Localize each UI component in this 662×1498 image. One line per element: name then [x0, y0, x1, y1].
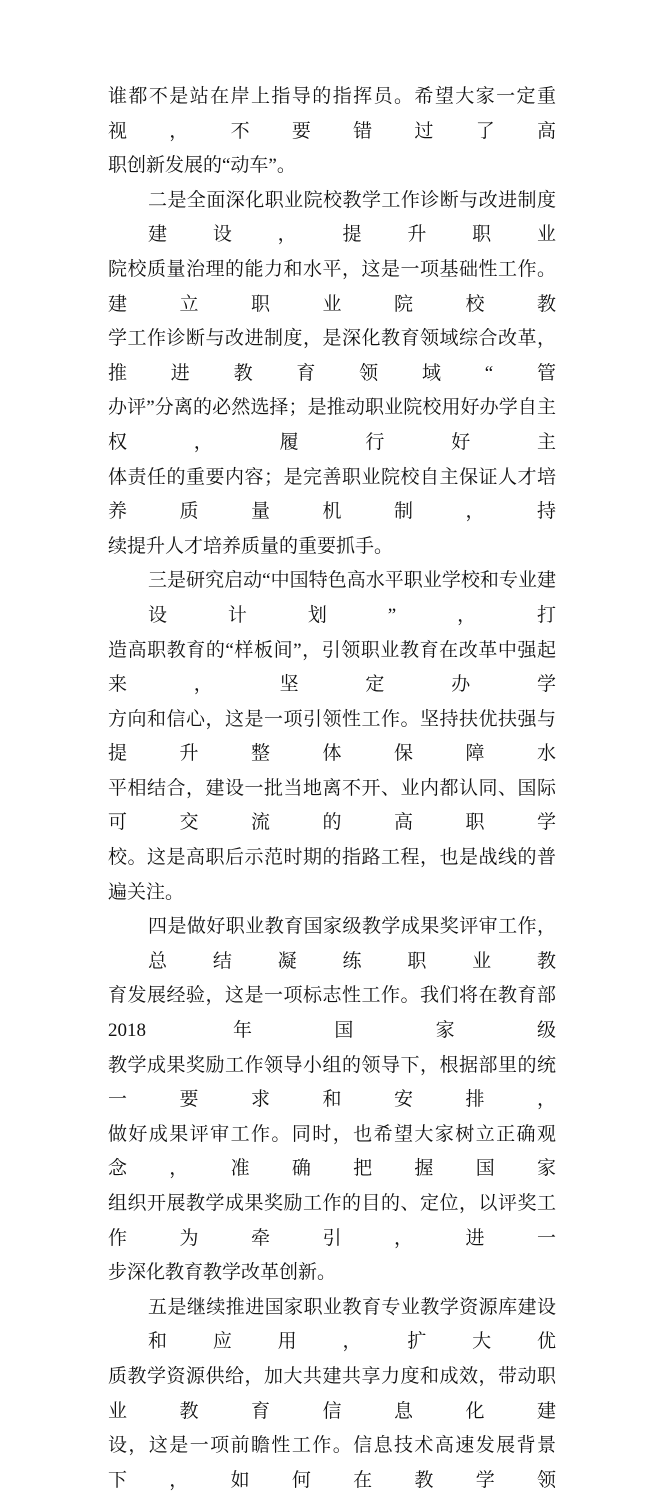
- text-line: 五是继续推进国家职业教育专业教学资源库建设和应用，扩大优: [148, 1296, 556, 1353]
- text-line: 体责任的重要内容；是完善职业院校自主保证人才培养质量机制，持: [108, 466, 556, 523]
- text-line: 学工作诊断与改进制度，是深化教育领域综合改革，推进教育领域“管: [108, 328, 556, 384]
- paragraph: [108, 910, 556, 1291]
- paragraph: [108, 80, 556, 184]
- paragraph: [108, 1291, 556, 1498]
- paragraph: [108, 184, 556, 565]
- text-line: 育发展经验，这是一项标志性工作。我们将在教育部 2018 年国家级: [108, 985, 556, 1042]
- text-line: 教学成果奖励工作领导小组的领导下，根据部里的统一要求和安排，: [108, 1054, 556, 1111]
- paragraph: [108, 564, 556, 910]
- text-line: 设，这是一项前瞻性工作。信息技术高速发展背景下，如何在教学领: [108, 1435, 556, 1491]
- text-line: 四是做好职业教育国家级教学成果奖评审工作，总结凝练职业教: [148, 916, 556, 972]
- text-line: 方向和信心，这是一项引领性工作。坚持扶优扶强与提升整体保障水: [108, 708, 556, 765]
- text-line: 组织开展教学成果奖励工作的目的、定位，以评奖工作为牵引，进一: [108, 1193, 556, 1249]
- text-line: 做好成果评审工作。同时，也希望大家树立正确观念，准确把握国家: [108, 1123, 556, 1180]
- text-line: 续提升人才培养质量的重要抓手。: [108, 535, 394, 557]
- text-line: 步深化教育教学改革创新。: [108, 1262, 337, 1284]
- text-line: 质教学资源供给，加大共建共享力度和成效，带动职业教育信息化建: [108, 1365, 556, 1422]
- text-line: 二是全面深化职业院校教学工作诊断与改进制度建设，提升职业: [148, 189, 556, 246]
- text-line: 谁都不是站在岸上指导的指挥员。希望大家一定重视，不要错过了高: [108, 86, 556, 142]
- text-line: 平相结合，建设一批当地离不开、业内都认同、国际可交流的高职学: [108, 777, 556, 834]
- text-line: 校。这是高职后示范时期的指路工程，也是战线的普遍关注。: [108, 847, 556, 903]
- document-page: [108, 80, 556, 1498]
- text-line: 院校质量治理的能力和水平，这是一项基础性工作。建立职业院校教: [108, 258, 556, 315]
- text-line: 造高职教育的“样板间”，引领职业教育在改革中强起来，坚定办学: [108, 639, 556, 696]
- text-line: 职创新发展的“动车”。: [108, 155, 296, 177]
- text-line: 办评”分离的必然选择；是推动职业院校用好办学自主权，履行好主: [108, 397, 556, 453]
- text-line: 三是研究启动“中国特色高水平职业学校和专业建设计划”，打: [148, 570, 556, 626]
